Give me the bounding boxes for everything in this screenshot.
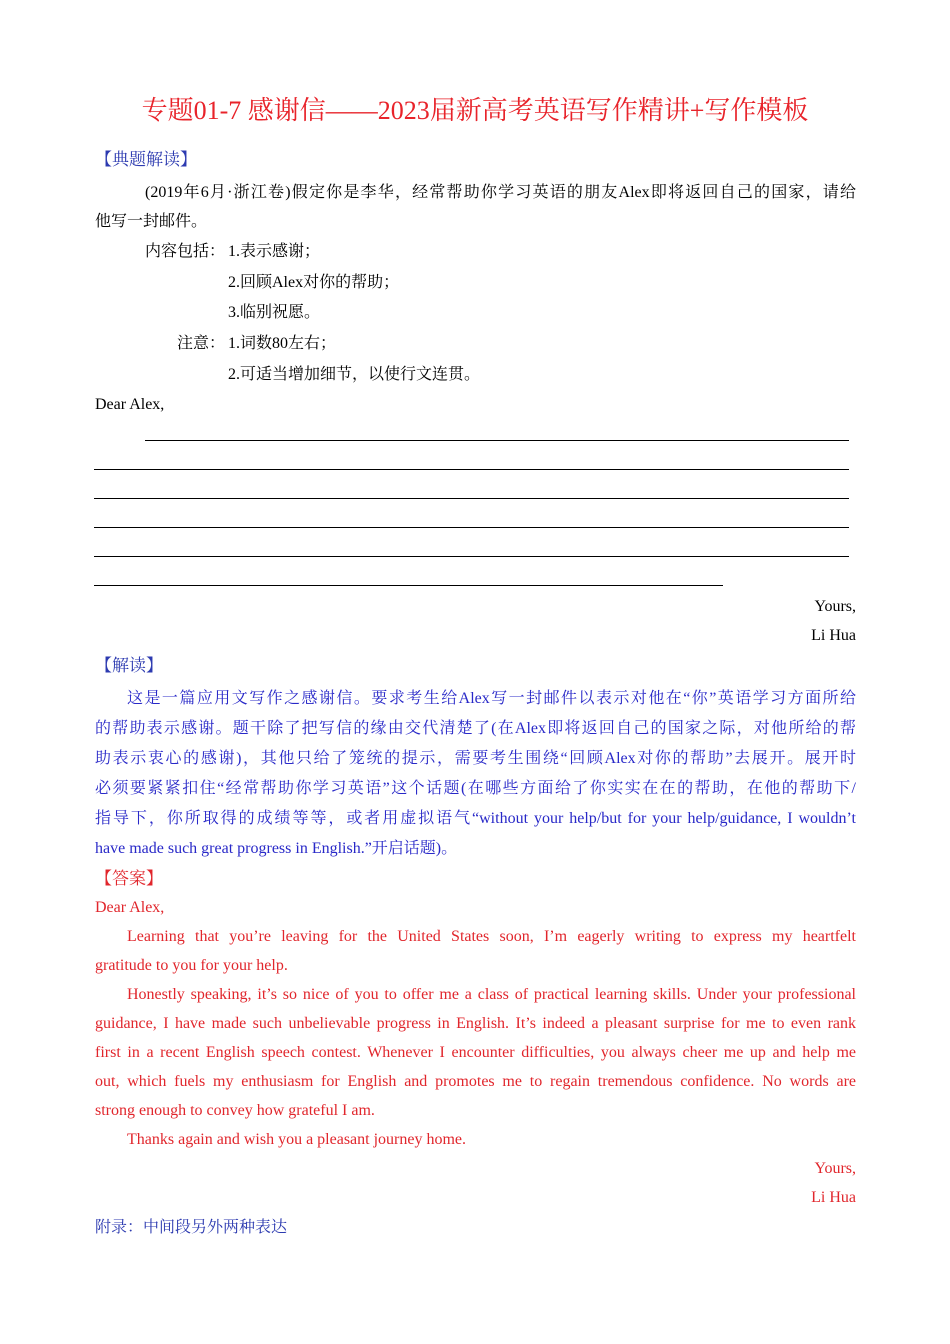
content-item: 2.回顾Alex对你的帮助； bbox=[228, 274, 400, 291]
content-item: 1.表示感谢； bbox=[228, 243, 321, 260]
section-heading-answer: 【答案】 bbox=[95, 869, 163, 888]
template-closing: Yours, bbox=[814, 598, 856, 615]
notes-label: 注意： bbox=[177, 335, 226, 352]
answer-line: guidance, I have made such unbelievable progress in English. It’s indeed a pleasant surprise for me to even rank bbox=[95, 1015, 856, 1032]
analysis-line: 的帮助表示感谢。题干除了把写信的缘由交代清楚了(在Alex即将返回自己的国家之际，对他所给的帮 bbox=[95, 720, 856, 737]
appendix-heading: 附录：中间段另外两种表达 bbox=[95, 1219, 288, 1236]
writing-line bbox=[94, 498, 849, 499]
writing-line bbox=[94, 585, 723, 586]
answer-closing: Yours, bbox=[814, 1160, 856, 1177]
content-item: 3.临别祝愿。 bbox=[228, 304, 321, 321]
note-item: 1.词数80左右； bbox=[228, 335, 337, 352]
note-item: 2.可适当增加细节，以使行文连贯。 bbox=[228, 366, 481, 383]
answer-line: gratitude to you for your help. bbox=[95, 957, 288, 974]
writing-line bbox=[94, 469, 849, 470]
answer-line: first in a recent English speech contest. Whenever I encounter difficulties, you always cheer me up and help me bbox=[95, 1044, 856, 1061]
answer-line: Honestly speaking, it’s so nice of you to offer me a class of practical learning skills. Under your professional bbox=[127, 986, 856, 1003]
answer-line: Thanks again and wish you a pleasant journey home. bbox=[127, 1131, 467, 1148]
section-heading-analysis: 【解读】 bbox=[95, 656, 163, 675]
answer-line: Learning that you’re leaving for the United States soon, I’m eagerly writing to express my heartfelt bbox=[127, 928, 856, 945]
prompt-line: (2019年6月·浙江卷)假定你是李华，经常帮助你学习英语的朋友Alex即将返回自己的国家，请给 bbox=[145, 184, 856, 201]
page-title: 专题01-7 感谢信——2023届新高考英语写作精讲+写作模板 bbox=[141, 96, 809, 125]
analysis-line: have made such great progress in English.”开启话题)。 bbox=[95, 840, 458, 857]
section-heading-typical: 【典题解读】 bbox=[95, 150, 197, 169]
answer-line: out, which fuels my enthusiasm for English and promotes me to regain tremendous confidence. No words are bbox=[95, 1073, 856, 1090]
template-signature: Li Hua bbox=[811, 627, 856, 644]
writing-line bbox=[94, 527, 849, 528]
analysis-line: 必须要紧紧扣住“经常帮助你学习英语”这个话题(在哪些方面给了你实实在在的帮助，在他的帮助下/ bbox=[95, 780, 856, 797]
answer-salutation: Dear Alex, bbox=[95, 899, 165, 916]
writing-line bbox=[94, 556, 849, 557]
analysis-line: 这是一篇应用文写作之感谢信。要求考生给Alex写一封邮件以表示对他在“你”英语学习方面所给 bbox=[127, 690, 856, 707]
content-label: 内容包括： bbox=[145, 243, 226, 260]
analysis-line: 指导下，你所取得的成绩等等，或者用虚拟语气“without your help/but for your help/guidance, I wouldn’t bbox=[95, 810, 856, 827]
prompt-line: 他写一封邮件。 bbox=[95, 213, 208, 230]
template-salutation: Dear Alex, bbox=[95, 396, 165, 413]
analysis-line: 助表示衷心的感谢)，其他只给了笼统的提示，需要考生围绕“回顾Alex对你的帮助”去展开。展开时 bbox=[95, 750, 856, 767]
answer-line: strong enough to convey how grateful I am. bbox=[95, 1102, 375, 1119]
answer-signature: Li Hua bbox=[811, 1189, 856, 1206]
writing-line bbox=[145, 440, 849, 441]
